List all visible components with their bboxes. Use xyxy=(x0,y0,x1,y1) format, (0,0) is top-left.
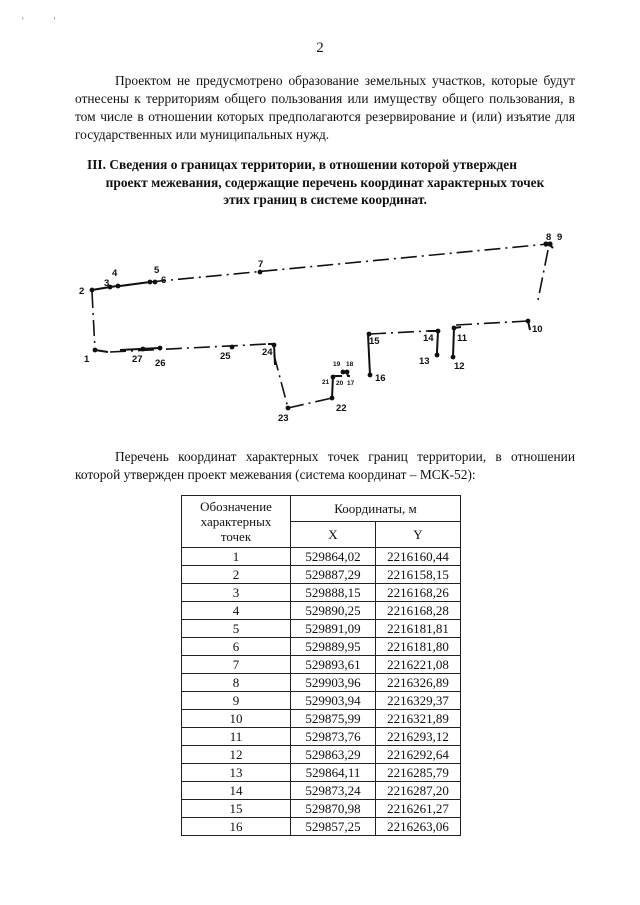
table-row xyxy=(182,584,461,602)
table-row xyxy=(182,728,461,746)
boundary-point xyxy=(345,370,350,375)
cell-x: 529890,25 xyxy=(291,602,376,620)
table-row xyxy=(182,692,461,710)
boundary-segment xyxy=(150,244,548,282)
cell-x: 529875,99 xyxy=(291,710,376,728)
boundary-point xyxy=(435,353,440,358)
section-heading-line-3: этих границ в системе координат. xyxy=(223,192,427,207)
point-label: 12 xyxy=(454,361,465,372)
boundary-segment xyxy=(370,331,428,334)
cell-point: 5 xyxy=(182,620,291,638)
point-label: 13 xyxy=(419,356,430,367)
boundary-point xyxy=(93,348,98,353)
boundary-point xyxy=(331,375,336,380)
cell-y: 2216158,15 xyxy=(376,566,461,584)
point-label: 11 xyxy=(457,333,468,344)
cell-x: 529870,98 xyxy=(291,800,376,818)
page-number: 2 xyxy=(316,40,324,56)
coordinates-table-body xyxy=(182,548,461,836)
point-label: 20 xyxy=(336,380,344,387)
point-label: 26 xyxy=(155,358,166,369)
cell-point: 11 xyxy=(182,728,291,746)
cell-y: 2216326,89 xyxy=(376,674,461,692)
table-row xyxy=(182,710,461,728)
section-heading-line-1: III. Сведения о границах территории, в отношении которой утвержден xyxy=(87,157,517,172)
cell-point: 9 xyxy=(182,692,291,710)
header-x: X xyxy=(291,522,376,548)
table-caption xyxy=(75,448,575,484)
point-label: 17 xyxy=(347,380,355,387)
point-label: 2 xyxy=(79,286,85,297)
cell-point: 1 xyxy=(182,548,291,566)
header-point-name: Обозначение характерных точек xyxy=(182,496,291,548)
point-label: 18 xyxy=(346,361,354,368)
cell-y: 2216160,44 xyxy=(376,548,461,566)
table-row xyxy=(182,602,461,620)
cell-y: 2216292,64 xyxy=(376,746,461,764)
boundary-segment xyxy=(92,292,95,350)
boundary-segment xyxy=(538,250,548,300)
point-label: 14 xyxy=(423,333,434,344)
boundary-point xyxy=(436,329,441,334)
cell-x: 529873,24 xyxy=(291,782,376,800)
boundary-point xyxy=(158,346,163,351)
point-label: 8 xyxy=(546,232,552,243)
point-label: 23 xyxy=(278,413,289,424)
point-label: 7 xyxy=(258,259,264,270)
cell-y: 2216261,27 xyxy=(376,800,461,818)
boundary-point xyxy=(286,406,291,411)
boundary-segment xyxy=(120,348,160,350)
point-label: 19 xyxy=(333,361,341,368)
cell-point: 13 xyxy=(182,764,291,782)
cell-x: 529888,15 xyxy=(291,584,376,602)
cell-y: 2216285,79 xyxy=(376,764,461,782)
table-row xyxy=(182,548,461,566)
point-label: 4 xyxy=(112,268,118,279)
table-row xyxy=(182,782,461,800)
cell-y: 2216321,89 xyxy=(376,710,461,728)
cell-x: 529903,96 xyxy=(291,674,376,692)
boundary-point xyxy=(90,288,95,293)
boundary-point xyxy=(368,373,373,378)
cell-x: 529889,95 xyxy=(291,638,376,656)
boundary-point xyxy=(230,345,235,350)
point-label: 9 xyxy=(557,232,563,243)
section-heading-line-2: проект межевания, содержащие перечень координат характерных точек xyxy=(105,174,545,190)
cell-y: 2216181,81 xyxy=(376,620,461,638)
boundary-point xyxy=(141,347,146,352)
cell-x: 529863,29 xyxy=(291,746,376,764)
point-label: 3 xyxy=(104,278,110,289)
boundary-point xyxy=(330,396,335,401)
boundary-point xyxy=(148,280,153,285)
boundary-segment xyxy=(92,282,150,290)
boundary-point xyxy=(452,326,457,331)
cell-y: 2216168,28 xyxy=(376,602,461,620)
coordinates-table xyxy=(181,495,461,836)
boundary-segment xyxy=(288,398,332,408)
point-label: 15 xyxy=(369,336,380,347)
boundary-segment xyxy=(456,321,528,325)
table-row xyxy=(182,656,461,674)
cell-x: 529873,76 xyxy=(291,728,376,746)
cell-y: 2216221,08 xyxy=(376,656,461,674)
point-label: 27 xyxy=(132,354,143,365)
table-row xyxy=(182,764,461,782)
cell-x: 529864,02 xyxy=(291,548,376,566)
boundary-scheme xyxy=(0,0,640,440)
cell-x: 529893,61 xyxy=(291,656,376,674)
intro-paragraph-text: Проектом не предусмотрено образование земельных участков, которые будут отнесены к территориям общего пользования или имуществу общего пользования, в том числе в отношении которых предполагаются резервирование и (или) изъятие для государственных или муниципальных нужд. xyxy=(75,73,575,142)
point-label: 6 xyxy=(161,275,167,286)
table-row xyxy=(182,746,461,764)
cell-point: 10 xyxy=(182,710,291,728)
boundary-point xyxy=(526,319,531,324)
point-label: 5 xyxy=(154,265,160,276)
boundary-segment xyxy=(274,355,288,408)
boundary-segment xyxy=(110,344,268,352)
cell-y: 2216168,26 xyxy=(376,584,461,602)
cell-x: 529864,11 xyxy=(291,764,376,782)
boundary-point xyxy=(258,270,263,275)
cell-point: 16 xyxy=(182,818,291,836)
cell-point: 2 xyxy=(182,566,291,584)
cell-x: 529857,25 xyxy=(291,818,376,836)
cell-y: 2216293,12 xyxy=(376,728,461,746)
point-label: 1 xyxy=(84,354,90,365)
table-row xyxy=(182,818,461,836)
cell-point: 7 xyxy=(182,656,291,674)
table-row xyxy=(182,620,461,638)
cell-point: 4 xyxy=(182,602,291,620)
point-label: 21 xyxy=(322,379,330,386)
table-row xyxy=(182,638,461,656)
scan-marks: ' ' xyxy=(22,16,70,26)
cell-point: 14 xyxy=(182,782,291,800)
boundary-point xyxy=(116,284,121,289)
cell-y: 2216263,06 xyxy=(376,818,461,836)
cell-point: 3 xyxy=(182,584,291,602)
point-label: 25 xyxy=(220,351,231,362)
cell-point: 8 xyxy=(182,674,291,692)
header-coordinates: Координаты, м xyxy=(291,496,461,522)
table-caption-text: Перечень координат характерных точек границ территории, в отношении которой утвержден проект межевания (система координат – МСК-52): xyxy=(75,449,575,482)
header-y: Y xyxy=(376,522,461,548)
boundary-point xyxy=(451,355,456,360)
table-row xyxy=(182,674,461,692)
point-label: 24 xyxy=(262,347,273,358)
cell-x: 529891,09 xyxy=(291,620,376,638)
cell-y: 2216181,80 xyxy=(376,638,461,656)
cell-point: 15 xyxy=(182,800,291,818)
point-label: 16 xyxy=(375,373,386,384)
cell-y: 2216287,20 xyxy=(376,782,461,800)
cell-y: 2216329,37 xyxy=(376,692,461,710)
boundary-point xyxy=(153,280,158,285)
cell-x: 529887,29 xyxy=(291,566,376,584)
table-row xyxy=(182,800,461,818)
point-label: 22 xyxy=(336,403,347,414)
table-row xyxy=(182,566,461,584)
cell-point: 6 xyxy=(182,638,291,656)
cell-x: 529903,94 xyxy=(291,692,376,710)
point-label: 10 xyxy=(532,324,543,335)
cell-point: 12 xyxy=(182,746,291,764)
